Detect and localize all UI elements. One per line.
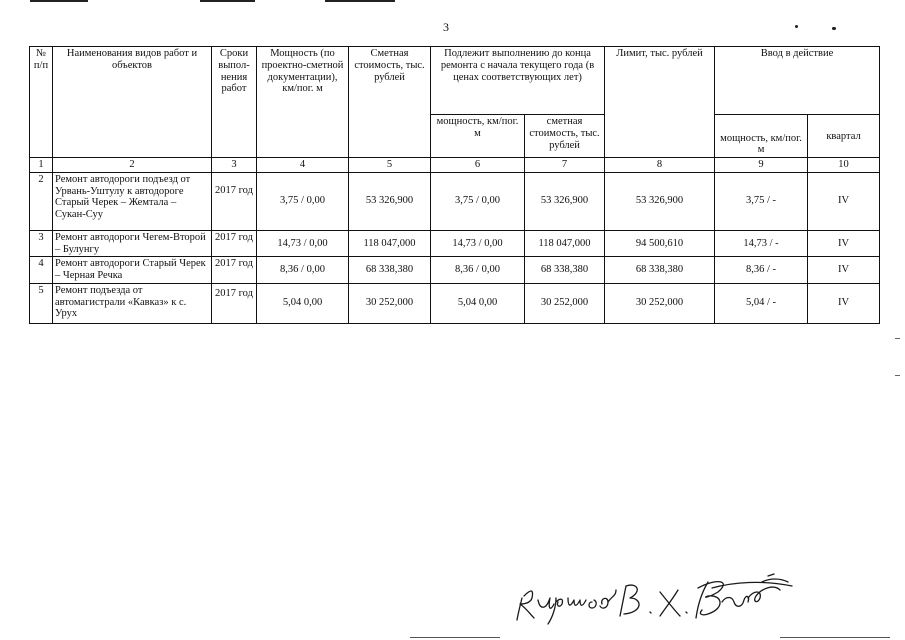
row-quarter: IV: [808, 257, 880, 284]
row-limit: 94 500,610: [605, 230, 715, 257]
row-num: 2: [30, 172, 53, 230]
row-quarter: IV: [808, 172, 880, 230]
column-number: 9: [715, 158, 808, 173]
row-capacity: 14,73 / 0,00: [257, 230, 349, 257]
row-limit: 53 326,900: [605, 172, 715, 230]
column-number: 6: [431, 158, 525, 173]
page-number: 3: [443, 20, 449, 34]
column-number: 10: [808, 158, 880, 173]
row-quarter: IV: [808, 230, 880, 257]
column-number: 3: [212, 158, 257, 173]
row-cost: 53 326,900: [349, 172, 431, 230]
header-num: № п/п: [30, 47, 53, 158]
top-edge-line: [200, 0, 255, 2]
row-subject-capacity: 8,36 / 0,00: [431, 257, 525, 284]
table-row: [30, 283, 880, 323]
row-term: 2017 год: [212, 230, 257, 257]
edge-mark: [895, 375, 900, 376]
row-subject-cost: 118 047,000: [525, 230, 605, 257]
handwritten-signature: [512, 568, 797, 628]
row-name: Ремонт автодороги Старый Черек – Черная Речка: [53, 257, 212, 284]
row-commission-capacity: 8,36 / -: [715, 257, 808, 284]
table-row: [30, 172, 880, 230]
column-number: 8: [605, 158, 715, 173]
edge-mark: [895, 338, 900, 339]
header-subject-cost: сметная стоимость, тыс. рублей: [525, 115, 605, 158]
header-commission-quarter: квартал: [808, 115, 880, 158]
row-quarter: IV: [808, 283, 880, 323]
header-limit: Лимит, тыс. рублей: [605, 47, 715, 158]
row-subject-cost: 30 252,000: [525, 283, 605, 323]
row-name: Ремонт автодороги Чегем-Второй – Булунгу: [53, 230, 212, 257]
header-commission: Ввод в действие: [715, 47, 880, 115]
top-edge-line: [325, 0, 395, 2]
row-capacity: 3,75 / 0,00: [257, 172, 349, 230]
row-term: 2017 год: [212, 283, 257, 323]
row-num: 4: [30, 257, 53, 284]
row-capacity: 8,36 / 0,00: [257, 257, 349, 284]
row-subject-cost: 68 338,380: [525, 257, 605, 284]
top-edge-line: [30, 0, 88, 2]
row-commission-capacity: 3,75 / -: [715, 172, 808, 230]
bottom-edge-line: [410, 637, 500, 638]
table-row: [30, 257, 880, 284]
scan-dot: [795, 25, 798, 28]
row-cost: 68 338,380: [349, 257, 431, 284]
scan-dot: [832, 27, 836, 30]
header-commission-capacity: мощность, км/пог. м: [715, 115, 808, 158]
column-number: 4: [257, 158, 349, 173]
row-limit: 68 338,380: [605, 257, 715, 284]
row-subject-capacity: 3,75 / 0,00: [431, 172, 525, 230]
row-subject-cost: 53 326,900: [525, 172, 605, 230]
column-number: 1: [30, 158, 53, 173]
table-row: [30, 230, 880, 257]
row-cost: 30 252,000: [349, 283, 431, 323]
row-subject-capacity: 5,04 0,00: [431, 283, 525, 323]
column-number-row: [30, 158, 880, 173]
column-number: 7: [525, 158, 605, 173]
works-table: [29, 46, 880, 324]
row-commission-capacity: 5,04 / -: [715, 283, 808, 323]
bottom-edge-line: [780, 637, 890, 638]
row-capacity: 5,04 0,00: [257, 283, 349, 323]
column-number: 5: [349, 158, 431, 173]
row-name: Ремонт автодороги подъезд от Урвань-Уштулу к автодороге Старый Черек – Жемтала – Сукан-Суу: [53, 172, 212, 230]
row-term: 2017 год: [212, 172, 257, 230]
header-name: Наименования видов работ и объектов: [53, 47, 212, 158]
row-num: 3: [30, 230, 53, 257]
row-num: 5: [30, 283, 53, 323]
column-number: 2: [53, 158, 212, 173]
header-capacity: Мощность (по проектно-сметной документации), км/пог. м: [257, 47, 349, 158]
row-term: 2017 год: [212, 257, 257, 284]
row-commission-capacity: 14,73 / -: [715, 230, 808, 257]
header-subject: Подлежит выполнению до конца ремонта с начала текущего года (в ценах соответствующих лет): [431, 47, 605, 115]
row-subject-capacity: 14,73 / 0,00: [431, 230, 525, 257]
row-name: Ремонт подъезда от автомагистрали «Кавказ» к с. Урух: [53, 283, 212, 323]
header-term: Сроки выпол-нения работ: [212, 47, 257, 158]
header-subject-capacity: мощность, км/пог. м: [431, 115, 525, 158]
row-cost: 118 047,000: [349, 230, 431, 257]
row-limit: 30 252,000: [605, 283, 715, 323]
header-cost: Сметная стоимость, тыс. рублей: [349, 47, 431, 158]
